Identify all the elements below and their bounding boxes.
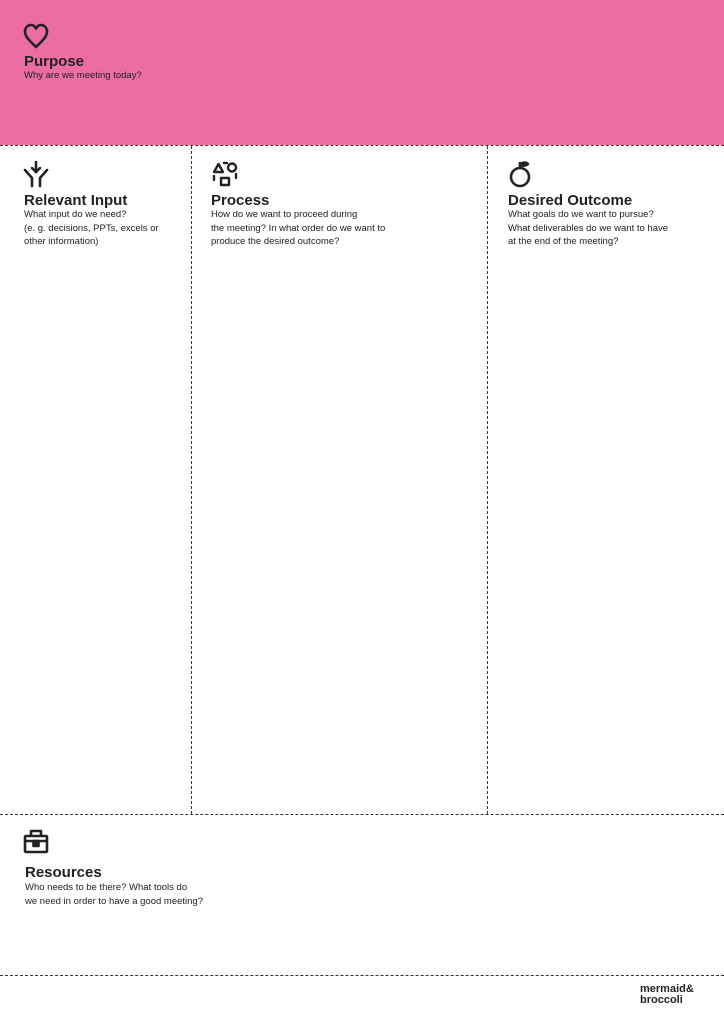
brand-line-1: mermaid& — [640, 983, 694, 995]
brand-logo — [640, 984, 694, 1006]
heart-icon — [22, 22, 50, 50]
process-section — [192, 146, 487, 814]
purpose-section — [0, 0, 724, 145]
desired-outcome-section — [488, 146, 724, 814]
process-title: Process — [211, 192, 270, 209]
relevant-input-section — [0, 146, 191, 814]
purpose-description: Why are we meeting today? — [24, 70, 142, 81]
purpose-title: Purpose — [24, 53, 85, 70]
resources-section — [0, 815, 724, 975]
relevant-input-description: What input do we need? (e. g. decisions, PPTs, excels or other information) — [24, 209, 159, 247]
divider-bottom — [0, 975, 724, 976]
merge-arrow-icon — [22, 160, 50, 188]
apple-icon — [508, 160, 536, 188]
desired-outcome-description: What goals do we want to pursue? What deliverables do we want to have at the end of the meeting? — [508, 209, 669, 247]
toolbox-icon — [22, 827, 50, 855]
relevant-input-title: Relevant Input — [24, 192, 128, 209]
shapes-cycle-icon — [211, 160, 239, 188]
brand-line-2: broccoli — [640, 994, 683, 1006]
desired-outcome-title: Desired Outcome — [508, 192, 633, 209]
resources-title: Resources — [25, 864, 102, 881]
resources-description: Who needs to be there? What tools do we need in order to have a good meeting? — [25, 882, 203, 907]
process-description: How do we want to proceed during the meeting? In what order do we want to produce the desired outcome? — [211, 209, 386, 247]
